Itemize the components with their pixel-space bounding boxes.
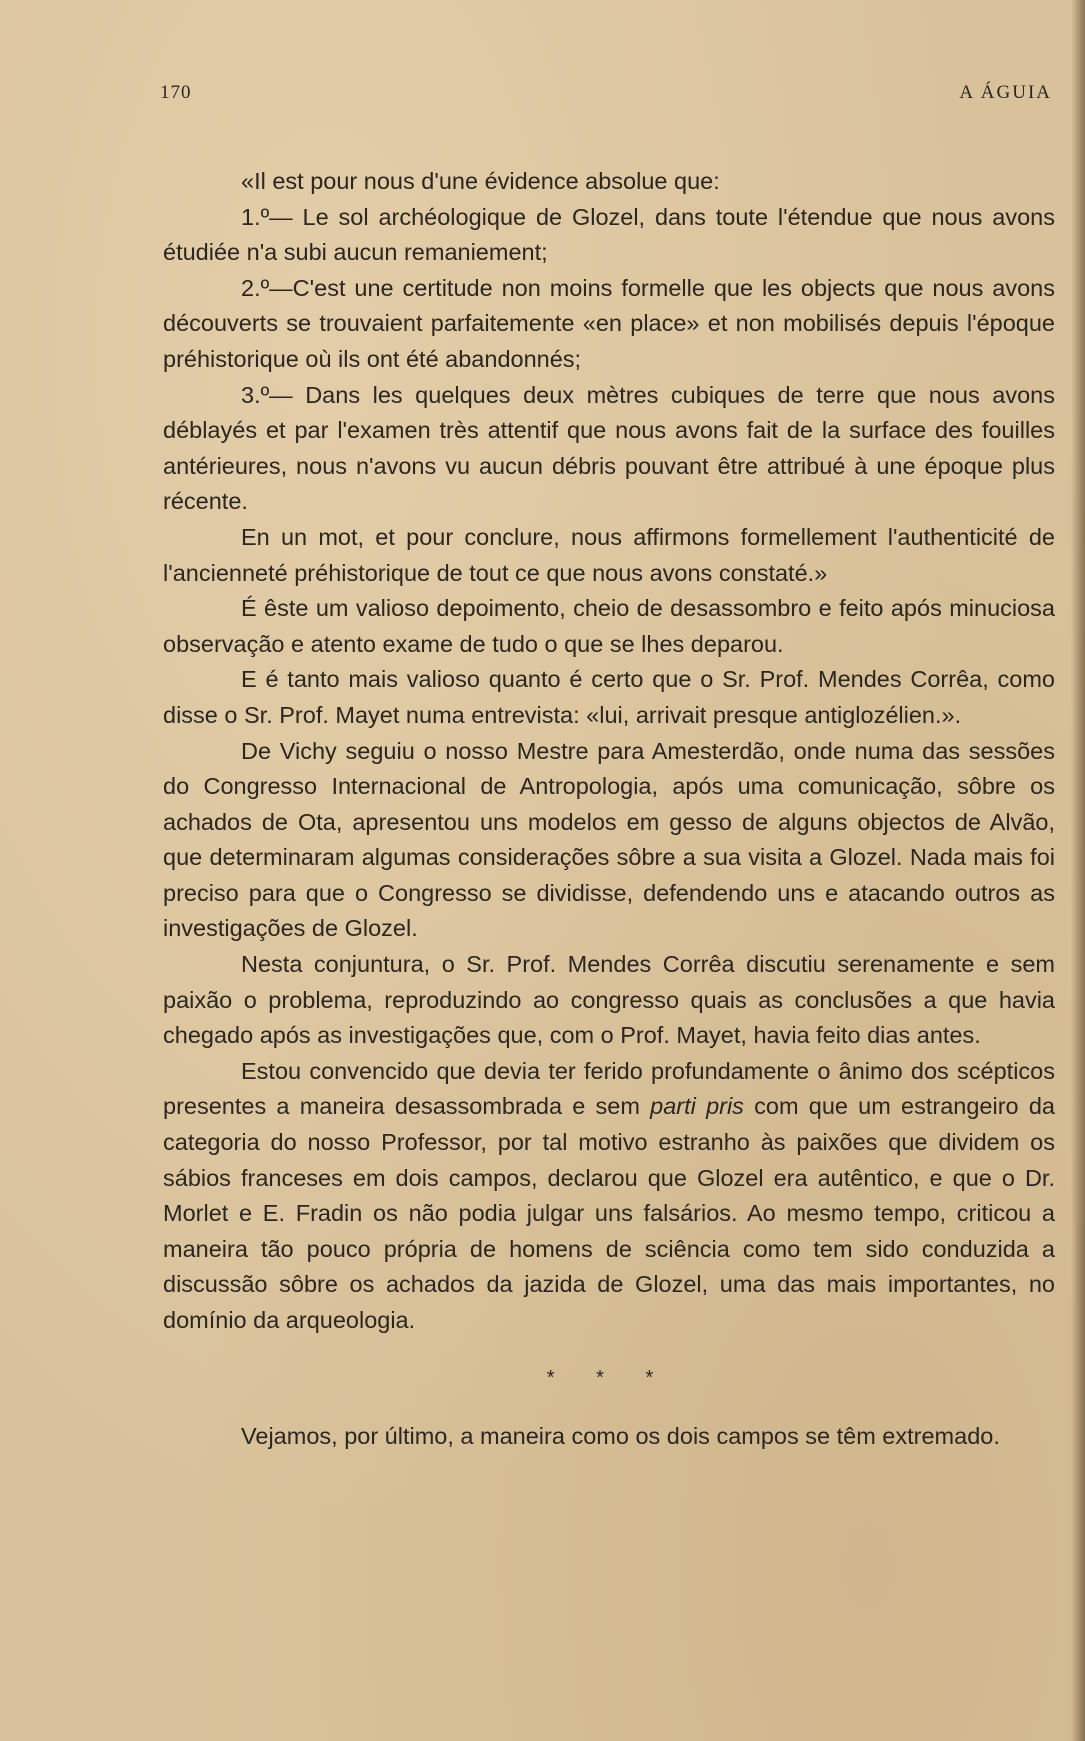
paragraph-testimony: É êste um valioso depoimento, cheio de desassombro e feito após minuciosa observação e atento exame de tudo o que se lhes deparou. <box>163 595 1055 657</box>
paragraph-point-2: 2.º—C'est une certitude non moins formelle que les objects que nous avons découverts se trouvaient parfaitemente «en place» et non mobilisés depuis l'époque préhistorique où ils ont été abandonnés; <box>163 274 1055 372</box>
paragraph-point-1: 1.º— Le sol archéologique de Glozel, dans toute l'étendue que nous avons étudiée n'a subi aucun remaniement; <box>163 203 1055 266</box>
paragraph-mendes-correa: E é tanto mais valioso quanto é certo que o Sr. Prof. Mendes Corrêa, como disse o Sr. Prof. Mayet numa entrevista: «lui, arrivait presque antiglozélien.». <box>163 666 1055 728</box>
page-edge-shadow <box>1071 0 1085 1741</box>
paragraph-convinced-italic: parti pris <box>650 1093 744 1120</box>
paragraph-convinced <box>163 1054 1055 1339</box>
paragraph-convinced-end: com que um estrangeiro da categoria do nosso Professor, por tal motivo estranho às paixões que dividem os sábios franceses em dois campos, declarou que Glozel era autêntico, e que o Dr. Morlet e E. Fradin os não podia julgar uns falsários. Ao mesmo tempo, criticou a maneira tão pouco própria de homens de sciência como tem sido conduzida a discussão sôbre os achados da jazida de Glozel, uma das mais importantes, no domínio da arqueologia. <box>163 1093 1055 1333</box>
paragraph-quote-intro: «Il est pour nous d'une évidence absolue que: <box>241 168 720 194</box>
body-text <box>163 164 1055 1454</box>
journal-title: A ÁGUIA <box>959 82 1052 103</box>
paragraph-final: Vejamos, por último, a maneira como os dois campos se têm extremado. <box>241 1422 1000 1449</box>
page-number: 170 <box>160 82 192 103</box>
paragraph-point-3: 3.º— Dans les quelques deux mètres cubiques de terre que nous avons déblayés et par l'examen très attentif que nous avons fait de la surface des fouilles antérieures, nous n'avons vu aucun débris pouvant être attribué à une époque plus récente. <box>163 381 1055 515</box>
paragraph-amsterdam: De Vichy seguiu o nosso Mestre para Amesterdão, onde numa das sessões do Congresso Internacional de Antropologia, após uma comunicação, sôbre os achados de Ota, apresentou uns modelos em gesso de alguns objectos de Alvão, que determinaram algumas considerações sôbre a sua visita a Glozel. Nada mais foi preciso para que o Congresso se dividisse, defendendo uns e atacando outros as investigações de Glozel. <box>163 737 1055 942</box>
running-head <box>160 82 1052 112</box>
paragraph-conjuncture: Nesta conjuntura, o Sr. Prof. Mendes Corrêa discutiu serenamente e sem paixão o problema, reproduzindo ao congresso quais as conclusões a que havia chegado após as investigações que, com o Prof. Mayet, havia feito dias antes. <box>163 951 1055 1049</box>
paragraph-conclusion: En un mot, et pour conclure, nous affirmons formellement l'authenticité de l'ancienneté préhistorique de tout ce que nous avons constaté.» <box>163 523 1055 586</box>
paragraph-convinced-start: Estou convencido que devia ter ferido profundamente o ânimo dos scépticos presentes a maneira desassombrada e sem <box>163 1057 1055 1120</box>
section-separator: * * * <box>546 1366 672 1389</box>
